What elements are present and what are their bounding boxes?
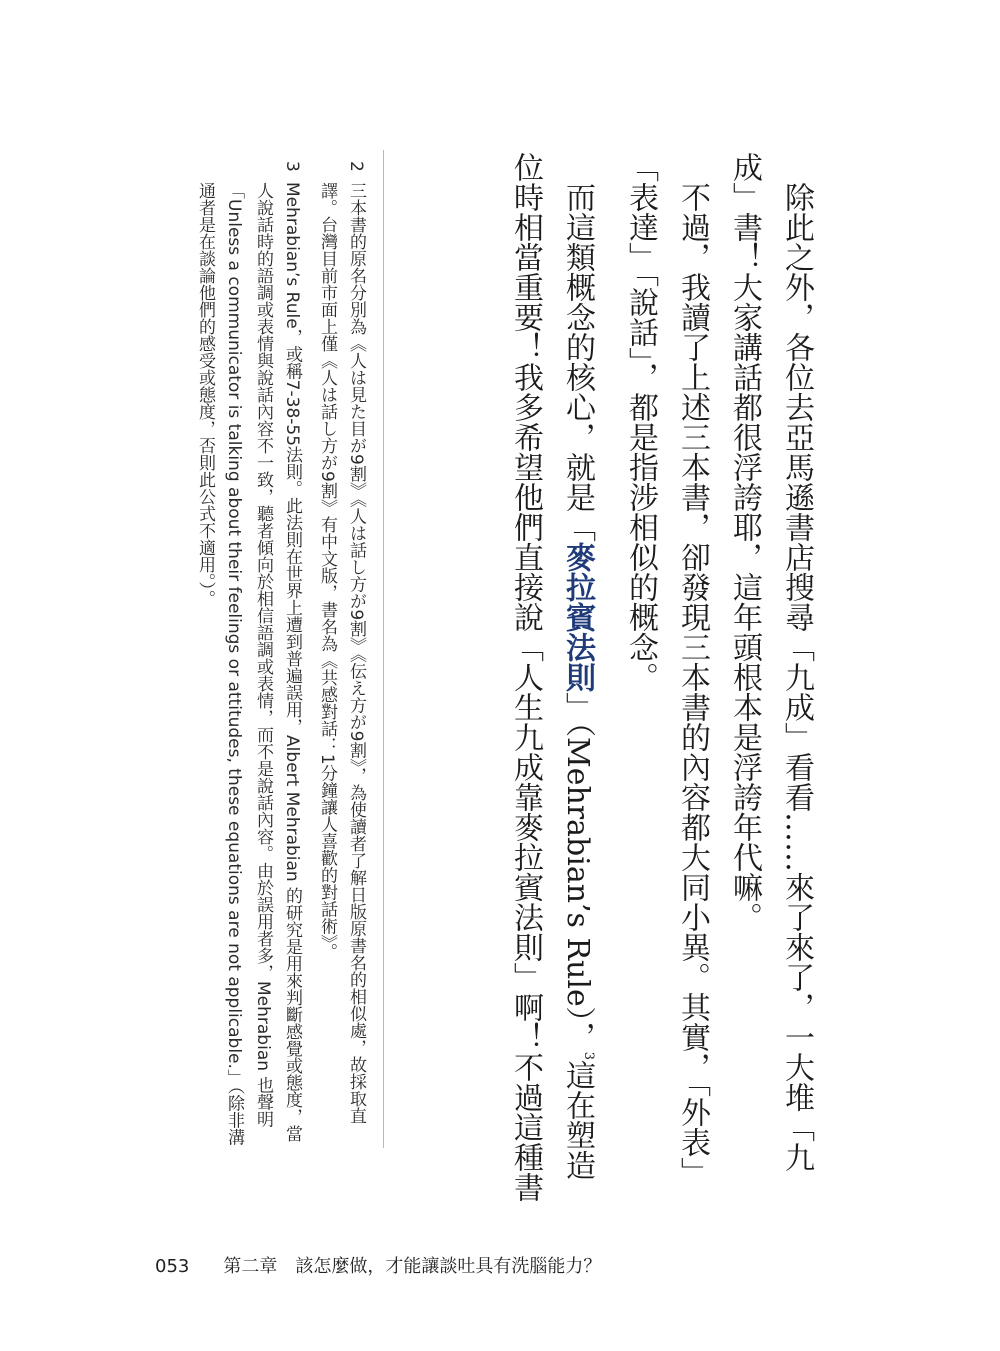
footnote-3 [190, 150, 306, 1150]
paragraph-1-line-2: 成」書！大家講話都很浮誇耶，這年頭根本是浮誇年代嘛。 [727, 152, 762, 932]
paragraph-3-end: 這在塑造 [560, 1060, 595, 1181]
page-number: 053 [155, 1256, 190, 1277]
paragraph-3-post: 」（Mehrabian’s Rule）， [560, 692, 595, 1052]
footnote-text: 三本書的原名分別為《人は見た目が9割》《人は話し方が9割》《伝え方が9割》，為使讀者了解日版原書名的相似處，故採取直譯。台灣目前市面上僅《人は話し方が9割》有中文版，書名為《共感對話：1分鐘讓人喜歡的對話術》。 [317, 182, 366, 1124]
paragraph-1-line-1: 除此之外，各位去亞馬遜書店搜尋「九成」看看……來了來了，一大堆「九 [779, 182, 814, 1172]
footnote-2 [312, 150, 370, 1150]
footnote-number: 2 [346, 160, 366, 172]
highlighted-term: 麥拉賓法則 [560, 542, 595, 692]
paragraph-2-line-2: 「表達」「說話」，都是指涉相似的概念。 [623, 152, 658, 692]
footnote-number: 3 [282, 160, 302, 172]
page-footer [155, 1252, 601, 1278]
paragraph-2-line-1: 不過，我讀了上述三本書，卻發現三本書的內容都大同小異。其實，「外表」 [675, 182, 710, 1187]
paragraph-3-pre: 而這類概念的核心，就是「 [560, 182, 595, 542]
footnote-divider [383, 150, 384, 1148]
footnote-reference[interactable]: 3 [581, 1051, 596, 1061]
footnote-text: Mehrabian’s Rule，或稱7-38-55法則。此法則在世界上遭到普遍誤用，Albert Mehrabian 的研究是用來判斷感覺或態度，當人說話時的語調或表情與說話內容不一致，聽者傾向於相信語調或表情，而不是說話內容。由於誤用者多，Mehrabian 也聲明「Unless a communicator is talking about their feelings or attitudes, these equations are not applicable.」（除非溝通者是在談論他們的感受或態度，否則此公式不適用。）。 [195, 182, 302, 1146]
chapter-title: 該怎麼做，才能讓談吐具有洗腦能力？ [295, 1256, 602, 1277]
chapter-label: 第二章 [223, 1256, 278, 1277]
paragraph-3-line-1 [551, 152, 614, 1181]
paragraph-3-line-2: 位時相當重要！我多希望他們直接說「人生九成靠麥拉賓法則」啊！不過這種書 [508, 152, 543, 1202]
footnotes [150, 150, 370, 1150]
main-body-text [499, 152, 822, 1202]
